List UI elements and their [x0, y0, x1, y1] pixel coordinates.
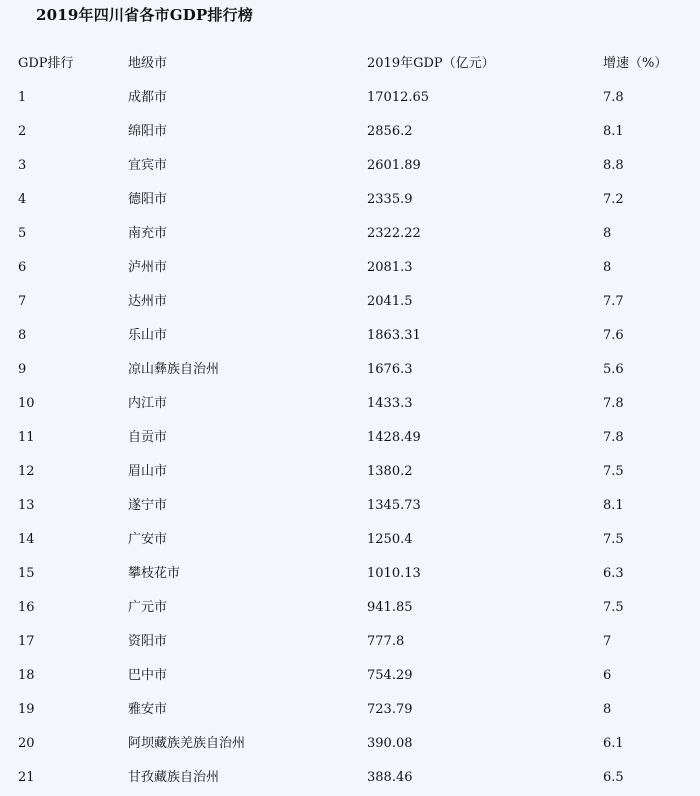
rank-cell: 20: [18, 736, 35, 751]
rank-cell: 4: [18, 192, 27, 207]
city-cell: 甘孜藏族自治州: [128, 770, 220, 785]
gdp-cell: 2856.2: [367, 124, 413, 139]
growth-cell: 7.5: [603, 464, 624, 479]
header-rank: GDP排行: [18, 56, 74, 71]
growth-cell: 6: [603, 668, 612, 683]
table-row: [0, 81, 700, 115]
city-cell: 成都市: [128, 90, 168, 105]
table-row: [0, 557, 700, 591]
rank-cell: 6: [18, 260, 27, 275]
table-row: [0, 625, 700, 659]
rank-cell: 3: [18, 158, 27, 173]
gdp-cell: 754.29: [367, 668, 413, 683]
gdp-cell: 2335.9: [367, 192, 413, 207]
city-cell: 阿坝藏族羌族自治州: [128, 736, 246, 751]
rank-cell: 15: [18, 566, 35, 581]
table-row: [0, 285, 700, 319]
table-row: [0, 319, 700, 353]
table-row: [0, 183, 700, 217]
growth-cell: 6.3: [603, 566, 624, 581]
rank-cell: 10: [18, 396, 35, 411]
gdp-cell: 2322.22: [367, 226, 421, 241]
gdp-cell: 2601.89: [367, 158, 421, 173]
city-cell: 达州市: [128, 294, 168, 309]
table-body: [0, 81, 700, 795]
city-cell: 资阳市: [128, 634, 168, 649]
rank-cell: 2: [18, 124, 27, 139]
growth-cell: 8: [603, 702, 612, 717]
table-row: [0, 353, 700, 387]
table-row: [0, 455, 700, 489]
table-row: [0, 761, 700, 795]
gdp-cell: 1863.31: [367, 328, 421, 343]
growth-cell: 6.1: [603, 736, 624, 751]
growth-cell: 7.8: [603, 90, 624, 105]
city-cell: 德阳市: [128, 192, 168, 207]
growth-cell: 8.8: [603, 158, 624, 173]
table-row: [0, 217, 700, 251]
growth-cell: 7.5: [603, 600, 624, 615]
growth-cell: 7.6: [603, 328, 624, 343]
rank-cell: 21: [18, 770, 35, 785]
gdp-cell: 777.8: [367, 634, 405, 649]
rank-cell: 7: [18, 294, 27, 309]
header-gdp: 2019年GDP（亿元）: [367, 56, 495, 71]
growth-cell: 7.8: [603, 396, 624, 411]
growth-cell: 7: [603, 634, 612, 649]
city-cell: 巴中市: [128, 668, 168, 683]
growth-cell: 5.6: [603, 362, 624, 377]
gdp-cell: 1250.4: [367, 532, 413, 547]
city-cell: 凉山彝族自治州: [128, 362, 220, 377]
city-cell: 乐山市: [128, 328, 168, 343]
rank-cell: 11: [18, 430, 35, 445]
rank-cell: 12: [18, 464, 35, 479]
rank-cell: 1: [18, 90, 27, 105]
gdp-cell: 1676.3: [367, 362, 413, 377]
city-cell: 绵阳市: [128, 124, 168, 139]
growth-cell: 8: [603, 226, 612, 241]
table-row: [0, 115, 700, 149]
city-cell: 自贡市: [128, 430, 168, 445]
city-cell: 遂宁市: [128, 498, 168, 513]
growth-cell: 8: [603, 260, 612, 275]
growth-cell: 7.5: [603, 532, 624, 547]
rank-cell: 9: [18, 362, 27, 377]
table-row: [0, 659, 700, 693]
city-cell: 广元市: [128, 600, 168, 615]
rank-cell: 18: [18, 668, 35, 683]
table-row: [0, 387, 700, 421]
growth-cell: 7.2: [603, 192, 624, 207]
growth-cell: 6.5: [603, 770, 624, 785]
table-row: [0, 149, 700, 183]
gdp-cell: 1010.13: [367, 566, 421, 581]
gdp-cell: 723.79: [367, 702, 413, 717]
table-row: [0, 523, 700, 557]
rank-cell: 19: [18, 702, 35, 717]
gdp-cell: 1428.49: [367, 430, 421, 445]
gdp-cell: 1345.73: [367, 498, 421, 513]
city-cell: 泸州市: [128, 260, 168, 275]
gdp-cell: 2041.5: [367, 294, 413, 309]
page-title: 2019年四川省各市GDP排行榜: [36, 6, 254, 24]
table-row: [0, 421, 700, 455]
rank-cell: 17: [18, 634, 35, 649]
city-cell: 内江市: [128, 396, 168, 411]
table-row: [0, 693, 700, 727]
gdp-cell: 390.08: [367, 736, 413, 751]
header-city: 地级市: [128, 56, 168, 71]
rank-cell: 13: [18, 498, 35, 513]
city-cell: 雅安市: [128, 702, 168, 717]
rank-cell: 5: [18, 226, 27, 241]
gdp-cell: 388.46: [367, 770, 413, 785]
growth-cell: 7.8: [603, 430, 624, 445]
gdp-cell: 1433.3: [367, 396, 413, 411]
growth-cell: 7.7: [603, 294, 624, 309]
gdp-ranking-table: [0, 47, 700, 795]
city-cell: 广安市: [128, 532, 168, 547]
gdp-cell: 941.85: [367, 600, 413, 615]
table-row: [0, 251, 700, 285]
rank-cell: 8: [18, 328, 27, 343]
rank-cell: 16: [18, 600, 35, 615]
gdp-cell: 1380.2: [367, 464, 413, 479]
city-cell: 攀枝花市: [128, 566, 181, 581]
city-cell: 眉山市: [128, 464, 168, 479]
gdp-cell: 2081.3: [367, 260, 413, 275]
table-row: [0, 727, 700, 761]
table-row: [0, 489, 700, 523]
growth-cell: 8.1: [603, 124, 624, 139]
growth-cell: 8.1: [603, 498, 624, 513]
table-header-row: [0, 47, 700, 81]
gdp-cell: 17012.65: [367, 90, 430, 105]
header-growth: 增速（%）: [603, 56, 668, 71]
table-row: [0, 591, 700, 625]
city-cell: 南充市: [128, 226, 168, 241]
city-cell: 宜宾市: [128, 158, 168, 173]
rank-cell: 14: [18, 532, 35, 547]
